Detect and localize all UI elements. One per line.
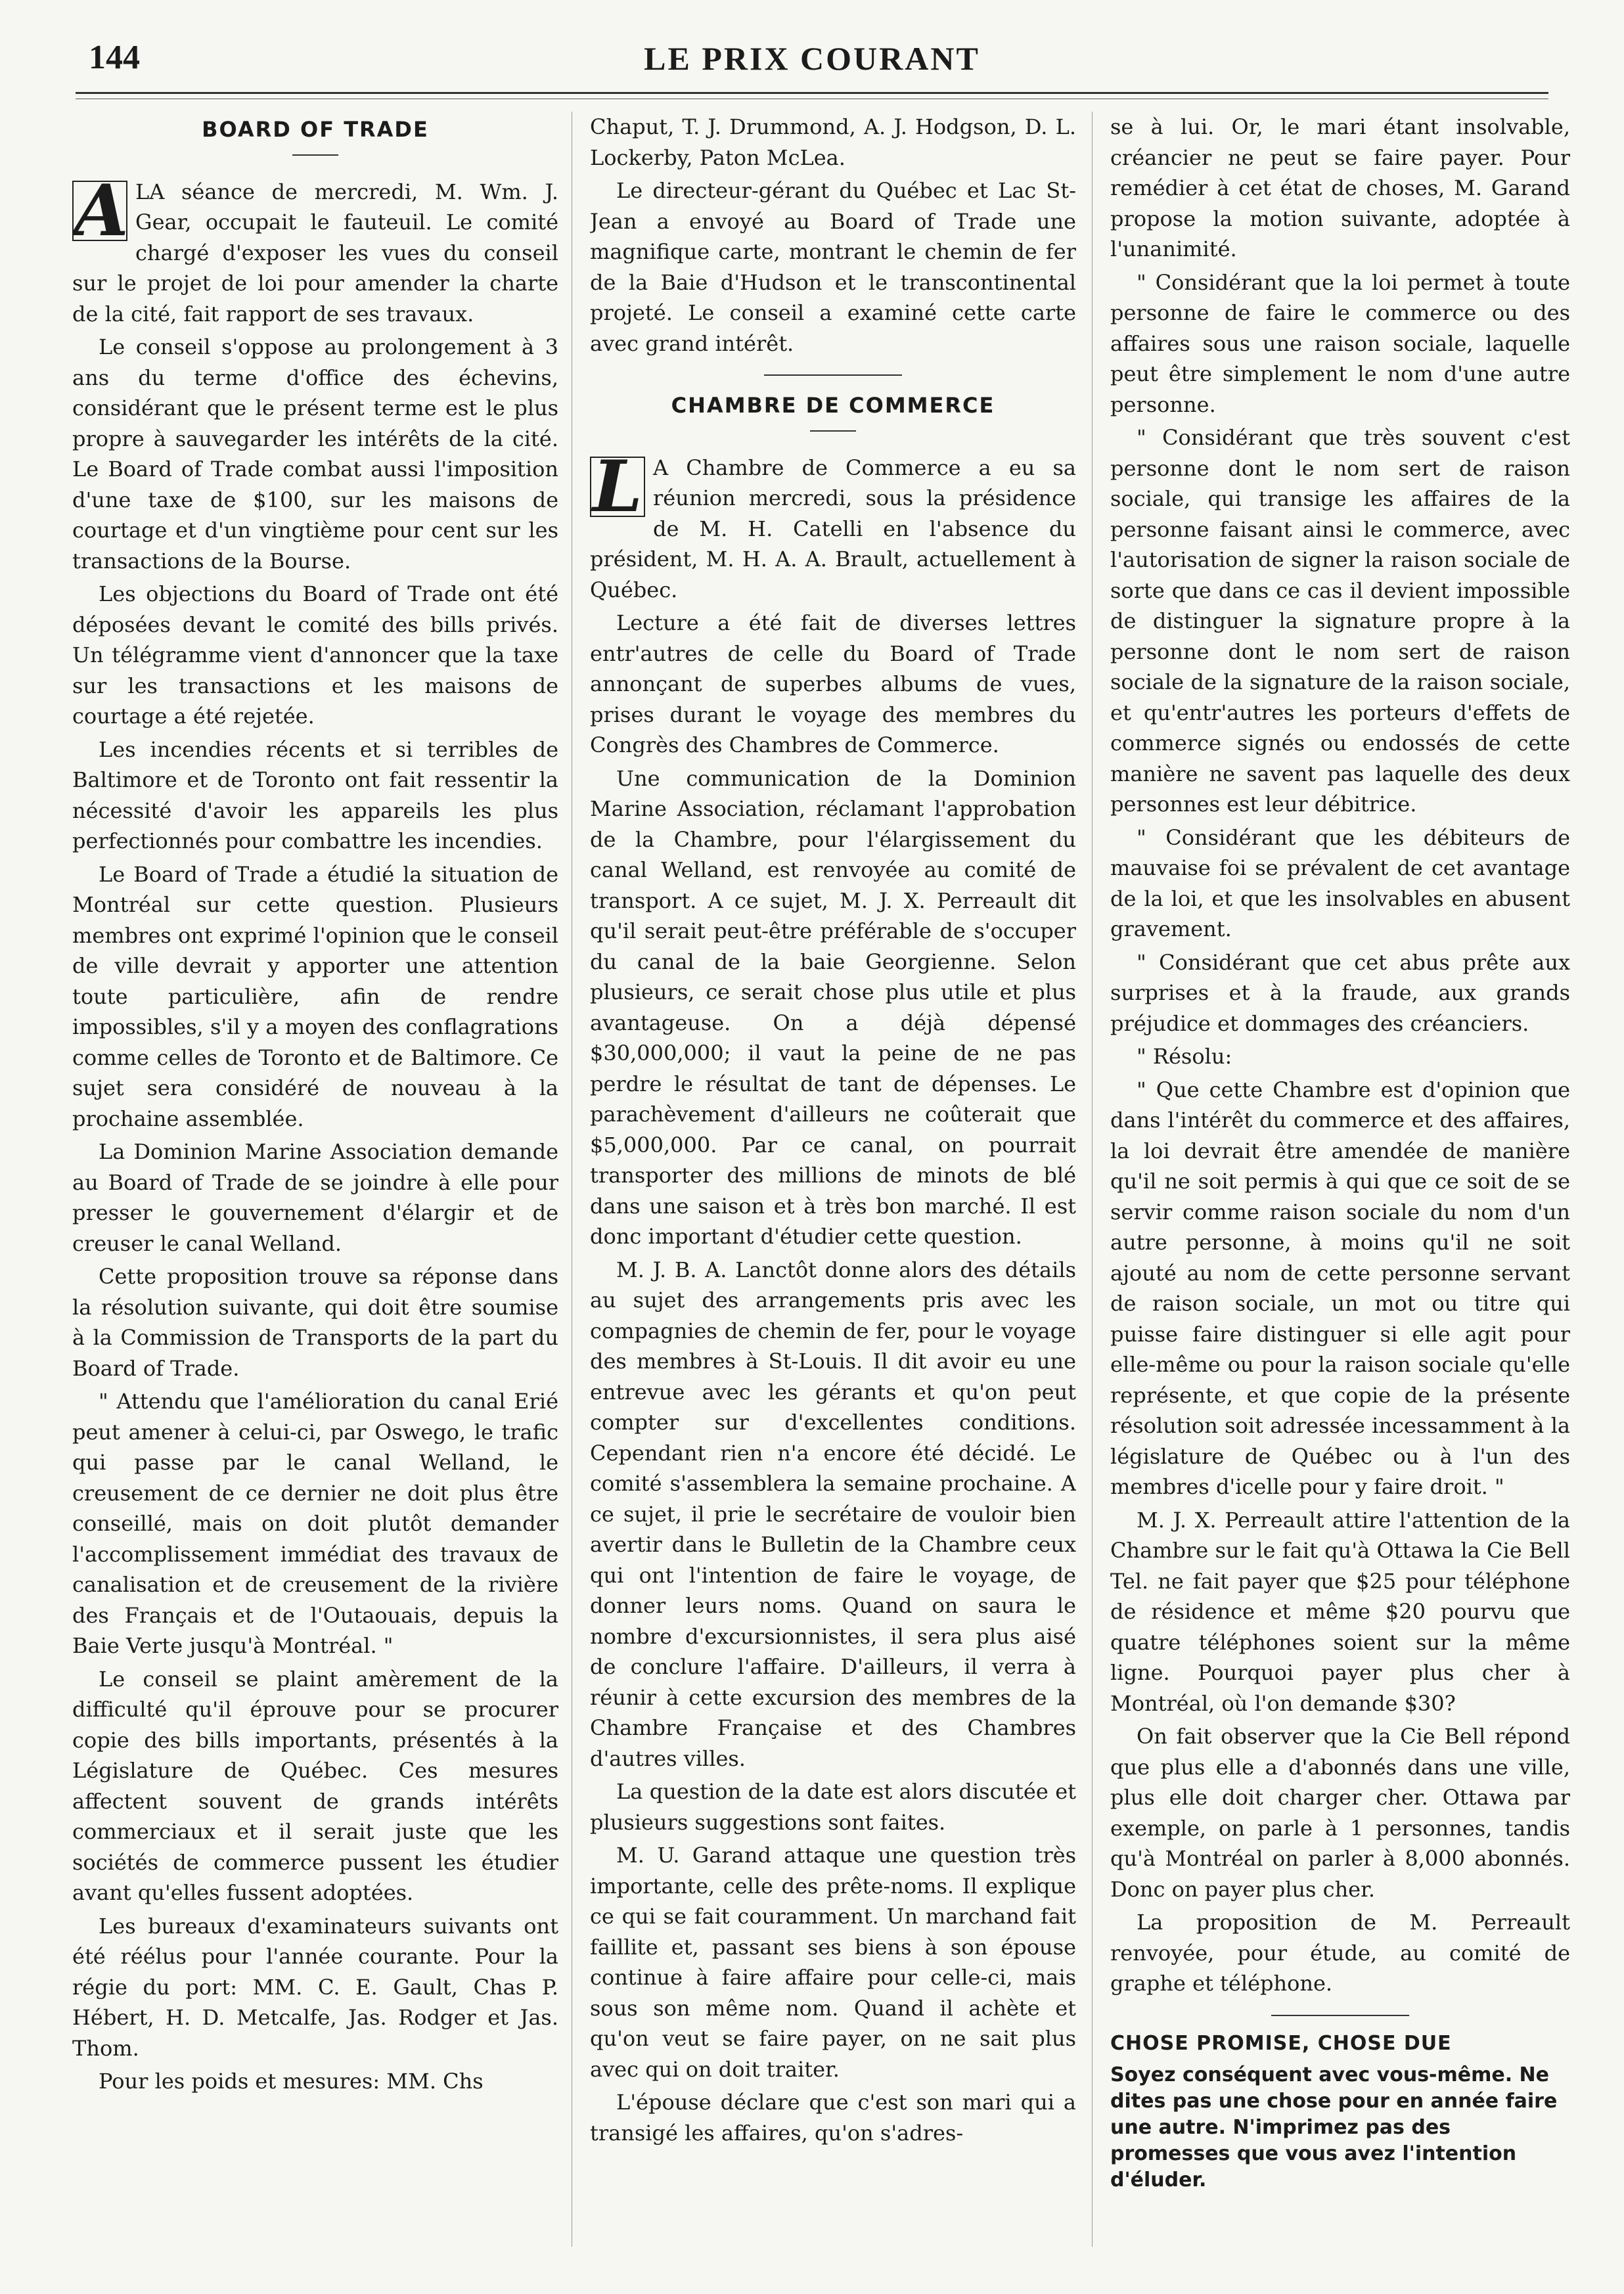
section-rule xyxy=(1271,2015,1409,2016)
quoted-paragraph: " Résolu: xyxy=(1137,1044,1232,1069)
paragraph: Le conseil s'oppose au prolongement à 3 ans du terme d'office des échevins, considérant que le présent terme est le plus propre à sauvegarder les intérêts de la cité. Le Board of Trade combat aussi l'imposition d'une taxe de $100, sur les maisons de courtage et d'un vingtième pour cent sur les transactions de la Bourse. xyxy=(72,334,558,574)
paragraph: Pour les poids et mesures: MM. Chs xyxy=(99,2069,484,2094)
paragraph: Le directeur-gérant du Québec et Lac St-Jean a envoyé au Board of Trade une magnifique carte, montrant le chemin de fer de la Baie d'Hudson et le transcontinental projeté. Le conseil a examiné cette carte avec grand intérêt. xyxy=(590,178,1076,356)
paragraph: Les objections du Board of Trade ont été déposées devant le comité des bills privés. Un télégramme vient d'annoncer que la taxe sur les transactions et les maisons de courtage a été rejetée. xyxy=(72,581,558,729)
paragraph: L A Chambre de Commerce a eu sa réunion mercredi, sous la présidence de M. H. Catelli en l'absence du président, M. H. A. A. Brault, actuellement à Québec. xyxy=(590,445,1076,602)
column-divider xyxy=(1092,112,1093,2247)
paragraph: La question de la date est alors discutée et plusieurs suggestions sont faites. xyxy=(590,1779,1076,1835)
quoted-paragraph: " Considérant que cet abus prête aux surprises et à la fraude, aux grands préjudice et dommages des créanciers. xyxy=(1110,949,1570,1036)
page-number: 144 xyxy=(89,39,140,76)
paragraph: M. J. B. A. Lanctôt donne alors des détails au sujet des arrangements pris avec les compagnies de chemin de fer, pour le voyage des membres à St-Louis. Il dit avoir eu une entrevue avec les gérants et qu'on peut compter sur d'excellentes conditions. Cependant rien n'a encore été décidé. Le comité s'assemblera la semaine prochaine. A ce sujet, il prie le secrétaire de vouloir bien avertir dans le Bulletin de la Chambre ceux qui ont l'intention de faire le voyage, de donner leurs noms. Quand on saura le nombre d'excursionnistes, il sera plus aisé de conclure l'affaire. D'ailleurs, il verra à réunir à cette excursion des membres de la Chambre Française et des Chambres d'autres villes. xyxy=(590,1257,1076,1771)
dropcap-letter: A xyxy=(74,169,129,252)
paragraph: Le conseil se plaint amèrement de la difficulté qu'il éprouve pour se procurer copie des bills importants, présentés à la Législature de Québec. Ces mesures affectent souvent de grands intérêts commerciaux et il serait juste que les sociétés de commerce pussent les étudier avant qu'elles fussent adoptées. xyxy=(72,1666,558,1905)
quoted-paragraph: " Considérant que les débiteurs de mauvaise foi se prévalent de cet avantage de la loi, et que les insolvables en abusent gravement. xyxy=(1110,824,1570,941)
quoted-paragraph: " Que cette Chambre est d'opinion que dans l'intérêt du commerce et des affaires, la loi devrait être amendée de manière qu'il ne soit permis à qui que ce soit de se servir comme raison sociale du nom d'un autre personne, à moins qu'il ne soit ajouté au nom de cette personne servant de raison sociale, un mot ou titre qui puisse faire distinguer si elle agit pour elle-même ou pour la raison sociale qu'elle représente, et que copie de la présente résolution soit adressée incessamment à la législature de Québec ou à l'un des membres d'icelle pour y faire droit. " xyxy=(1110,1077,1570,1499)
column-3 xyxy=(1110,112,1570,2247)
paragraph: On fait observer que la Cie Bell répond que plus elle a d'abonnés dans une ville, plus elle doit charger cher. Ottawa par exemple, on parle à 1 personnes, tandis qu'à Montréal on parler à 8,000 abonnés. Donc on payer plus cher. xyxy=(1110,1724,1570,1902)
paragraph: Le Board of Trade a étudié la situation de Montréal sur cette question. Plusieurs membres ont exprimé l'opinion que le conseil de ville devrait y apporter une attention toute particulière, afin de rendre impossibles, s'il y a moyen des conflagrations comme celles de Toronto et de Baltimore. Ce sujet sera considéré de nouveau à la prochaine assemblée. xyxy=(72,861,558,1131)
quoted-paragraph: " Attendu que l'amélioration du canal Erié peut amener à celui-ci, par Oswego, le trafic qui passe par le canal Welland, le creusement de ce dernier ne doit plus être conseillé, mais on doit plutôt demander l'accomplissement immédiat des travaux de canalisation et de creusement de la rivière des Français et de l'Outaouais, depuis la Baie Verte jusqu'à Montréal. " xyxy=(72,1389,558,1658)
paragraph: Chaput, T. J. Drummond, A. J. Hodgson, D. L. Lockerby, Paton McLea. xyxy=(590,114,1076,170)
paragraph: M. U. Garand attaque une question très importante, celle des prête-noms. Il explique ce qui se fait couramment. Un marchand fait faillite et, passant ses biens à son épouse continue à faire affaire pour celle-ci, mais sous son même nom. Quand il achète et qu'on veut se faire payer, on ne sait plus avec qui on doit traiter. xyxy=(590,1843,1076,2082)
paragraph: Une communication de la Dominion Marine Association, réclamant l'approbation de la Chambre, pour l'élargissement du canal Welland, est renvoyée au comité de transport. A ce sujet, M. J. X. Perreault dit qu'il serait peut-être préférable de s'occuper du canal de la baie Georgienne. Selon plusieurs, ce serait chose plus utile et plus avantageuse. On a déjà dépensé $30,000,000; il vaut la peine de ne pas perdre le résultat de tant de dépenses. Le parachèvement d'ailleurs ne coûterait que $5,000,000. Par ce canal, on pourrait transporter des millions de minots de blé dans une saison et à très bon marché. Il est donc important d'étudier cette question. xyxy=(590,765,1076,1249)
section-rule xyxy=(764,374,902,376)
paragraph: Les bureaux d'examinateurs suivants ont été réélus pour l'année courante. Pour la régie du port: MM. C. E. Gault, Chas P. Hébert, H. D. Metcalfe, Jas. Rodger et Jas. Thom. xyxy=(72,1913,558,2061)
header-rule xyxy=(76,92,1548,94)
journal-title: LE PRIX COURANT xyxy=(644,40,980,77)
paragraph: La proposition de M. Perreault renvoyée, pour étude, au comité de graphe et téléphone. xyxy=(1110,1910,1570,1996)
paragraph: se à lui. Or, le mari étant insolvable, créancier ne peut se faire payer. Pour remédier à cet état de choses, M. Garand propose la motion suivante, adoptée à l'unanimité. xyxy=(1110,114,1570,261)
paragraph: La Dominion Marine Association demande au Board of Trade de se joindre à elle pour presser le gouvernement d'élargir et de creuser le canal Welland. xyxy=(72,1139,558,1256)
notice-box xyxy=(1110,2031,1570,2193)
section-title-chambre-de-commerce: CHAMBRE DE COMMERCE xyxy=(671,393,995,418)
section-title-board-of-trade: BOARD OF TRADE xyxy=(202,117,429,142)
paragraph: A LA séance de mercredi, M. Wm. J. Gear, occupait le fauteuil. Le comité chargé d'exposer les vues du conseil sur le projet de loi pour amender la charte de la cité, fait rapport de ses travaux. xyxy=(72,169,558,326)
quoted-paragraph: " Considérant que la loi permet à toute personne de faire le commerce ou des affaires sous une raison sociale, laquelle peut être simplement le nom d'une autre personne. xyxy=(1110,269,1570,417)
dropcap-letter: L xyxy=(590,457,645,517)
paragraph: Les incendies récents et si terribles de Baltimore et de Toronto ont fait ressentir la nécessité d'avoir les appareils les plus perfectionnés pour combattre les incendies. xyxy=(72,736,558,853)
section-rule xyxy=(810,430,856,432)
paragraph: M. J. X. Perreault attire l'attention de la Chambre sur le fait qu'à Ottawa la Cie Bell Tel. ne fait payer que $25 pour téléphone de résidence et même $20 pourvu que quatre téléphones soient sur la même ligne. Pourquoi payer plus cher à Montréal, où l'on demande $30? xyxy=(1110,1507,1570,1716)
notice-title: CHOSE PROMISE, CHOSE DUE xyxy=(1110,2031,1452,2055)
paragraph: Lecture a été fait de diverses lettres entr'autres de celle du Board of Trade annonçant de superbes albums de vues, prises durant le voyage des membres du Congrès des Chambres de Commerce. xyxy=(590,610,1076,757)
paragraph: L'épouse déclare que c'est son mari qui a transigé les affaires, qu'on s'adres- xyxy=(590,2090,1076,2146)
notice-text: Soyez conséquent avec vous-même. Ne dites pas une chose pour en année faire une autre. N'imprimez pas des promesses que vous avez l'intention d'éluder. xyxy=(1110,2063,1558,2192)
quoted-paragraph: " Considérant que très souvent c'est personne dont le nom sert de raison sociale, qui transige les affaires de la personne faisant ainsi le commerce, avec l'autorisation de signer la raison sociale de sorte que dans ce cas il devient impossible de distinguer la signature propre à la personne dont le nom sert de raison sociale de la signature de la raison sociale, et qu'entr'autres les porteurs d'effets de commerce signés ou endossés de cette manière ne savent pas laquelle des deux personnes est leur débitrice. xyxy=(1110,425,1570,817)
column-1 xyxy=(72,112,558,2247)
section-rule xyxy=(292,154,338,156)
column-2 xyxy=(590,112,1076,2247)
paragraph: Cette proposition trouve sa réponse dans la résolution suivante, qui doit être soumise à la Commission de Transports de la part du Board of Trade. xyxy=(72,1264,558,1381)
